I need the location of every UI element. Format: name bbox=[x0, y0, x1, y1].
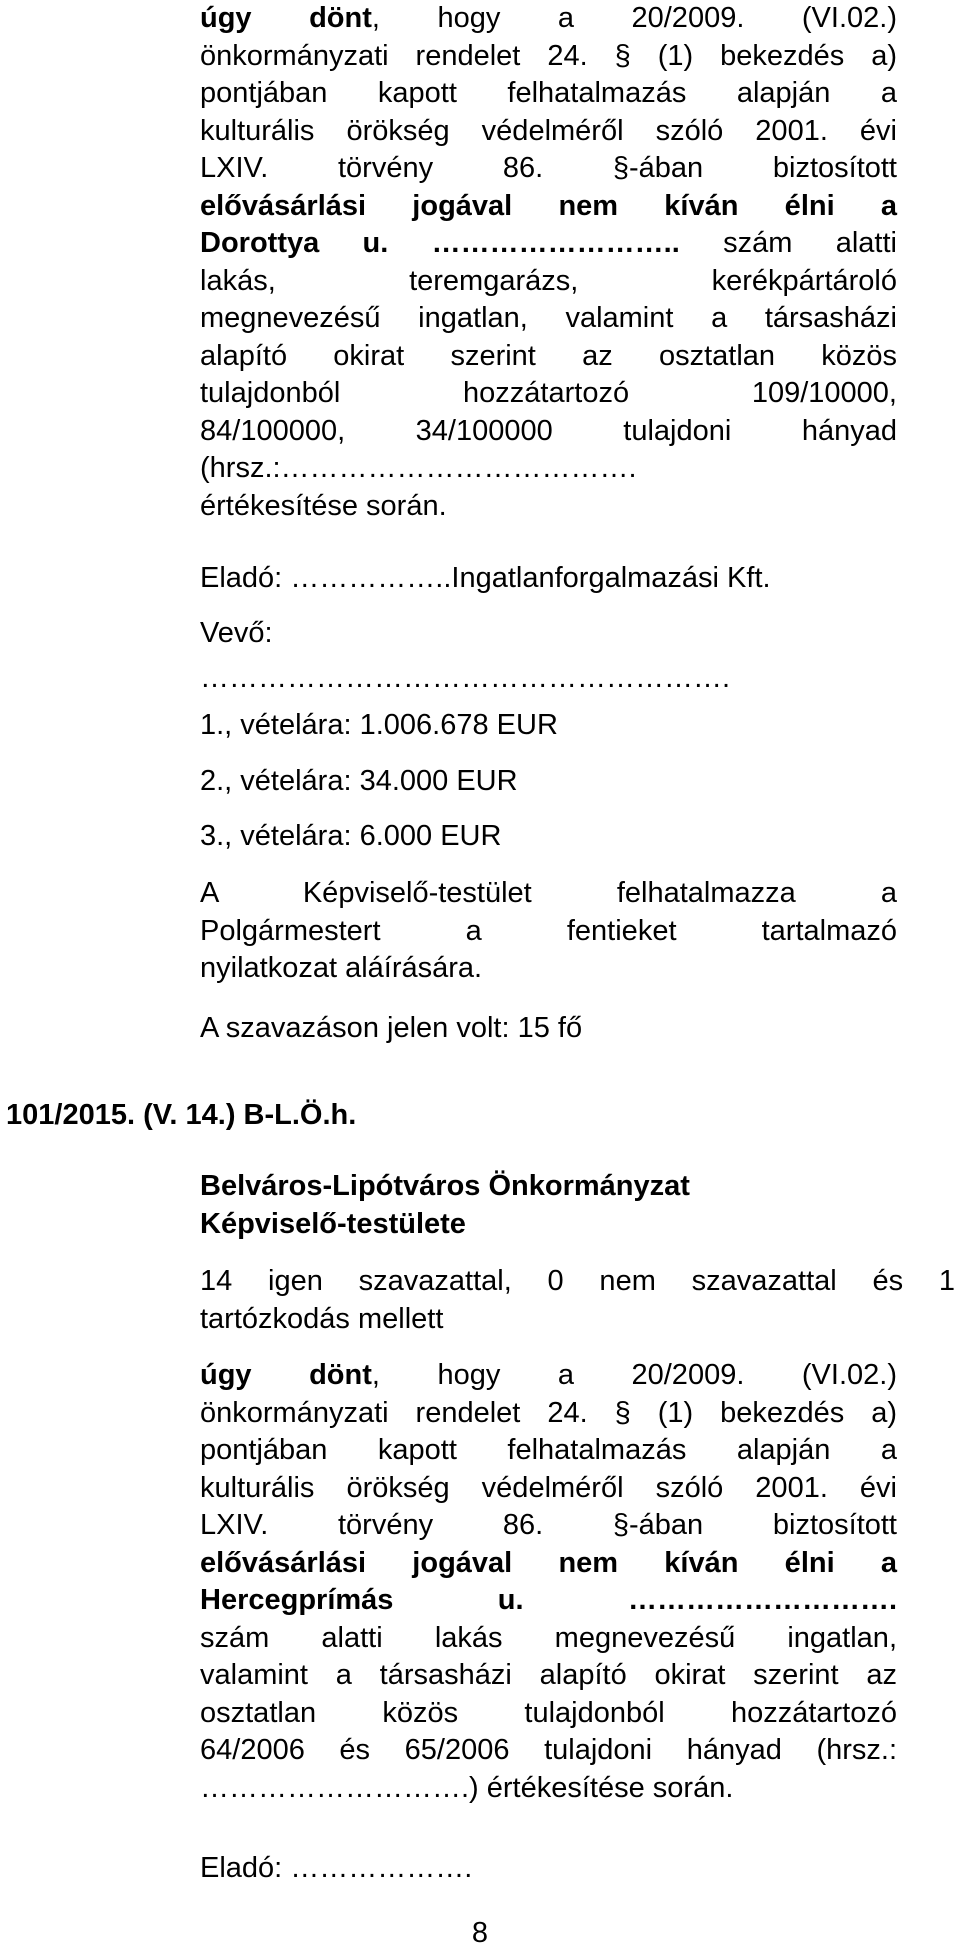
bold-text-line: elővásárlási jogával nem kíván élni a bbox=[200, 189, 897, 222]
offer-item: 1., vételára: 1.006.678 EUR bbox=[200, 709, 558, 741]
page-number: 8 bbox=[471, 1917, 489, 1949]
text-line: alapító okirat szerint az osztatlan közös bbox=[200, 339, 897, 372]
text-line: megnevezésű ingatlan, valamint a társasházi bbox=[200, 302, 897, 334]
decision-line bbox=[200, 0, 897, 38]
text-line: kulturális örökség védelméről szóló 2001. évi bbox=[200, 114, 897, 147]
text-line: nyilatkozat aláírására. bbox=[200, 952, 483, 984]
decision-head: úgy dönt bbox=[200, 2, 372, 34]
property-address-line: Dorottya u. …………………….. szám alatti bbox=[200, 227, 897, 259]
text-line: valamint a társasházi alapító okirat szerint az bbox=[200, 1659, 897, 1691]
text-line: értékesítése során. bbox=[200, 489, 447, 522]
property-address-line bbox=[200, 1582, 897, 1620]
vote-line: tartózkodás mellett bbox=[200, 1302, 444, 1335]
text-line: önkormányzati rendelet 24. § (1) bekezdés a) bbox=[200, 1396, 897, 1429]
decision-line bbox=[200, 1357, 897, 1395]
seller-line: Eladó: ……………..Ingatlanforgalmazási Kft. bbox=[200, 562, 771, 594]
text-line: 84/100000, 34/100000 tulajdoni hányad bbox=[200, 414, 897, 447]
text-line: 64/2006 és 65/2006 tulajdoni hányad (hrsz.: bbox=[200, 1734, 897, 1766]
text-line: A Képviselő-testület felhatalmazza a bbox=[200, 877, 897, 909]
buyer-label: Vevő: bbox=[200, 617, 273, 649]
resolution-block-2 bbox=[200, 1357, 897, 1807]
text-line: tulajdonból hozzátartozó 109/10000, bbox=[200, 377, 897, 409]
property-address: Dorottya u. …………………….. bbox=[200, 227, 680, 259]
text-line: kulturális örökség védelméről szóló 2001. évi bbox=[200, 1471, 897, 1504]
decision-line-rest: , hogy a 20/2009. (VI.02.) bbox=[371, 1359, 897, 1391]
text-line: ……………………….) értékesítése során. bbox=[200, 1771, 734, 1804]
text-line: pontjában kapott felhatalmazás alapján a bbox=[200, 1434, 897, 1466]
resolution-number: 101/2015. (V. 14.) B-L.Ö.h. bbox=[6, 1099, 357, 1131]
seller-line: Eladó: ………………. bbox=[200, 1852, 473, 1884]
text-line: LXIV. törvény 86. §-ában biztosított bbox=[200, 1509, 897, 1541]
text-line: pontjában kapott felhatalmazás alapján a bbox=[200, 77, 897, 109]
text-line: lakás, teremgarázs, kerékpártároló bbox=[200, 264, 897, 297]
property-address: Hercegprímás u. ………………………. bbox=[200, 1584, 897, 1616]
text-line: szám alatti lakás megnevezésű ingatlan, bbox=[200, 1621, 897, 1654]
buyer-placeholder: ………………………………………………. bbox=[200, 662, 731, 694]
offer-item: 3., vételára: 6.000 EUR bbox=[200, 820, 502, 852]
body-title: Belváros-Lipótváros Önkormányzat bbox=[200, 1170, 690, 1202]
hrsz-line: (hrsz.:………………………………. bbox=[200, 452, 637, 484]
bold-text-line: elővásárlási jogával nem kíván élni a bbox=[200, 1546, 897, 1579]
text-line: Polgármestert a fentieket tartalmazó bbox=[200, 914, 897, 947]
vote-line: 14 igen szavazattal, 0 nem szavazattal és 1 bbox=[200, 1265, 955, 1297]
decision-line-rest: , hogy a 20/2009. (VI.02.) bbox=[371, 2, 897, 34]
body-title: Képviselő-testülete bbox=[200, 1207, 466, 1240]
text-line: önkormányzati rendelet 24. § (1) bekezdés a) bbox=[200, 39, 897, 72]
decision-head: úgy dönt bbox=[200, 1359, 372, 1391]
vote-result bbox=[200, 1263, 955, 1338]
authorization-paragraph bbox=[200, 875, 897, 988]
text-line: LXIV. törvény 86. §-ában biztosított bbox=[200, 152, 897, 184]
resolution-block-2-header bbox=[200, 1168, 897, 1243]
vote-presence: A szavazáson jelen volt: 15 fő bbox=[200, 1012, 583, 1044]
resolution-block-1 bbox=[200, 0, 897, 525]
text-line: osztatlan közös tulajdonból hozzátartozó bbox=[200, 1696, 897, 1729]
offer-item: 2., vételára: 34.000 EUR bbox=[200, 765, 518, 797]
